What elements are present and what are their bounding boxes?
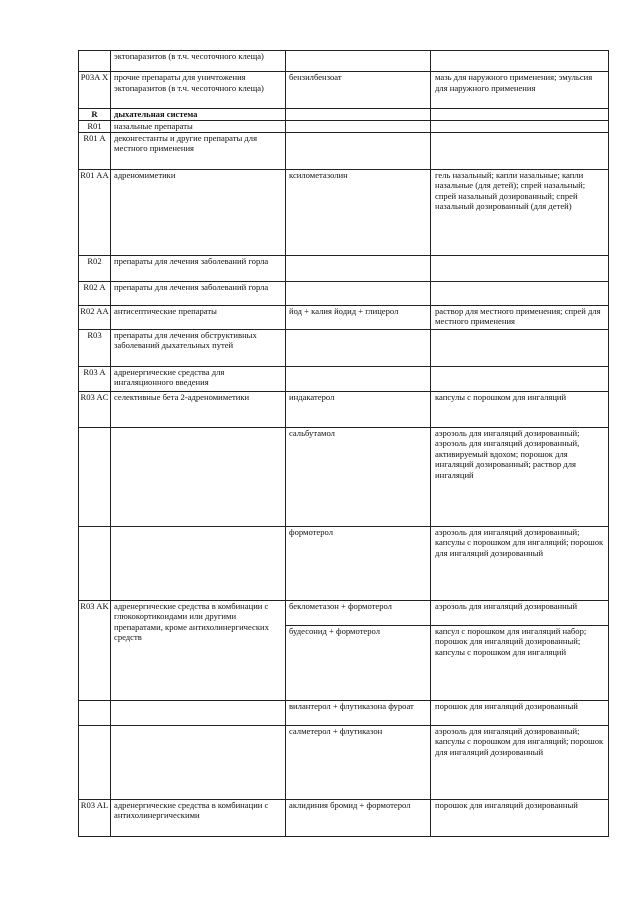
atc-code-cell: R03 <box>79 329 111 366</box>
group-name-cell: препараты для лечения заболеваний горла <box>111 255 286 281</box>
table-row <box>79 51 609 72</box>
drug-name-cell <box>286 366 431 391</box>
dosage-form-cell: мазь для наружного применения; эмульсия для наружного применения <box>431 72 609 109</box>
atc-code-cell <box>79 725 111 799</box>
dosage-form-cell: капсул с порошком для ингаляций набор; порошок для ингаляций дозированный; капсулы с порошком для ингаляций <box>431 625 609 700</box>
table-row <box>79 281 609 305</box>
table-row <box>79 169 609 255</box>
table-row <box>79 329 609 366</box>
atc-code-cell: R03 AL <box>79 799 111 836</box>
dosage-form-cell: аэрозоль для ингаляций дозированный; аэрозоль для ингаляций дозированный, активируемый вдохом; порошок для ингаляций дозированный; раствор для ингаляций <box>431 427 609 526</box>
drug-name-cell <box>286 329 431 366</box>
drug-table <box>78 50 609 837</box>
table-row <box>79 526 609 600</box>
dosage-form-cell: порошок для ингаляций дозированный <box>431 700 609 725</box>
dosage-form-cell <box>431 329 609 366</box>
atc-code-cell <box>79 526 111 600</box>
group-name-cell: адреномиметики <box>111 169 286 255</box>
table-row <box>79 700 609 725</box>
atc-code-cell: R02 <box>79 255 111 281</box>
group-name-cell: деконгестанты и другие препараты для местного применения <box>111 132 286 169</box>
group-name-cell: назальные препараты <box>111 120 286 132</box>
atc-code-cell: R <box>79 109 111 121</box>
group-name-cell: селективные бета 2-адреномиметики <box>111 391 286 427</box>
group-name-cell: адренергические средства для ингаляционного введения <box>111 366 286 391</box>
dosage-form-cell: аэрозоль для ингаляций дозированный <box>431 600 609 625</box>
group-name-cell <box>111 427 286 526</box>
group-name-cell: эктопаразитов (в т.ч. чесоточного клеща) <box>111 51 286 72</box>
group-name-cell: антисептические препараты <box>111 305 286 329</box>
table-row <box>79 109 609 121</box>
drug-name-cell: салметерол + флутиказон <box>286 725 431 799</box>
table-row <box>79 305 609 329</box>
table-row <box>79 725 609 799</box>
dosage-form-cell <box>431 120 609 132</box>
table-row <box>79 600 609 625</box>
group-name-cell: адренергические средства в комбинации с глюкокортикоидами или другими препаратами, кроме антихолинергических средств <box>111 600 286 700</box>
group-name-cell: прочие препараты для уничтожения эктопаразитов (в т.ч. чесоточного клеща) <box>111 72 286 109</box>
table-row <box>79 255 609 281</box>
group-name-cell: адренергические средства в комбинации с антихолинергическими <box>111 799 286 836</box>
atc-code-cell <box>79 427 111 526</box>
group-name-cell: препараты для лечения заболеваний горла <box>111 281 286 305</box>
drug-name-cell <box>286 51 431 72</box>
table-row <box>79 132 609 169</box>
table-row <box>79 391 609 427</box>
dosage-form-cell: гель назальный; капли назальные; капли назальные (для детей); спрей назальный; спрей назальный дозированный; спрей назальный дозированный (для детей) <box>431 169 609 255</box>
dosage-form-cell <box>431 255 609 281</box>
dosage-form-cell <box>431 281 609 305</box>
group-name-cell: дыхательная система <box>111 109 286 121</box>
drug-name-cell <box>286 255 431 281</box>
table-row <box>79 799 609 836</box>
table-row <box>79 427 609 526</box>
table-row <box>79 72 609 109</box>
table-row <box>79 120 609 132</box>
atc-code-cell: R03 AK <box>79 600 111 700</box>
group-name-cell <box>111 700 286 725</box>
atc-code-cell: P03A X <box>79 72 111 109</box>
drug-name-cell: бензилбензоат <box>286 72 431 109</box>
dosage-form-cell <box>431 366 609 391</box>
dosage-form-cell <box>431 109 609 121</box>
drug-name-cell: формотерол <box>286 526 431 600</box>
drug-name-cell <box>286 120 431 132</box>
group-name-cell <box>111 725 286 799</box>
drug-name-cell <box>286 132 431 169</box>
group-name-cell: препараты для лечения обструктивных заболеваний дыхательных путей <box>111 329 286 366</box>
dosage-form-cell: раствор для местного применения; спрей для местного применения <box>431 305 609 329</box>
dosage-form-cell: порошок для ингаляций дозированный <box>431 799 609 836</box>
drug-name-cell: ксилометазолин <box>286 169 431 255</box>
atc-code-cell: R03 AC <box>79 391 111 427</box>
drug-name-cell: индакатерол <box>286 391 431 427</box>
atc-code-cell: R02 AA <box>79 305 111 329</box>
drug-name-cell: аклидиния бромид + формотерол <box>286 799 431 836</box>
document-page <box>78 50 608 837</box>
atc-code-cell: R03 A <box>79 366 111 391</box>
drug-name-cell: йод + калия йодид + глицерол <box>286 305 431 329</box>
drug-name-cell <box>286 109 431 121</box>
dosage-form-cell: капсулы с порошком для ингаляций <box>431 391 609 427</box>
atc-code-cell <box>79 700 111 725</box>
atc-code-cell: R01 <box>79 120 111 132</box>
drug-name-cell <box>286 281 431 305</box>
dosage-form-cell: аэрозоль для ингаляций дозированный; капсулы с порошком для ингаляций; порошок для ингаляций дозированный <box>431 526 609 600</box>
drug-name-cell: сальбутамол <box>286 427 431 526</box>
dosage-form-cell <box>431 51 609 72</box>
drug-name-cell: беклометазон + формотерол <box>286 600 431 625</box>
drug-name-cell: будесонид + формотерол <box>286 625 431 700</box>
table-row <box>79 366 609 391</box>
dosage-form-cell: аэрозоль для ингаляций дозированный; капсулы с порошком для ингаляций; порошок для ингаляций дозированный <box>431 725 609 799</box>
atc-code-cell: R01 AA <box>79 169 111 255</box>
group-name-cell <box>111 526 286 600</box>
atc-code-cell: R01 A <box>79 132 111 169</box>
drug-name-cell: вилантерол + флутиказона фуроат <box>286 700 431 725</box>
atc-code-cell: R02 A <box>79 281 111 305</box>
atc-code-cell <box>79 51 111 72</box>
dosage-form-cell <box>431 132 609 169</box>
